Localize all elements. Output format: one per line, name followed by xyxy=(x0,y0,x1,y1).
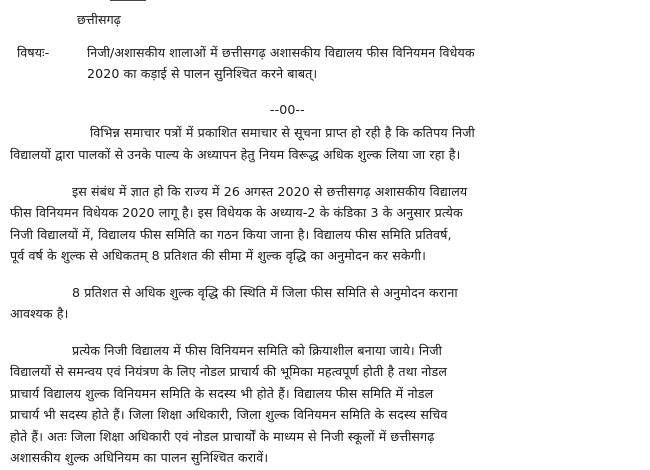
paragraph-3-line: 8 प्रतिशत से अधिक शुल्क वृद्धि की स्थिति में जिला फीस समिति से अनुमोदन कराना xyxy=(72,285,458,300)
paragraph-4-line: प्राचार्य विद्यालय शुल्क विनियमन समिति के सदस्य भी होते हैं। विद्यालय फीस समिति में नोडल xyxy=(10,386,434,401)
paragraph-1-line: विद्यालयों द्वारा पालकों से उनके पाल्य के अध्यापन हेतु नियम विरूद्ध अधिक शुल्क लिया जा रहा है। xyxy=(10,147,461,162)
paragraph-2-line: निजी विद्यालयों में, विद्यालय फीस समिति का गठन किया जाना है। विद्यालय फीस समिति प्रतिवर्ष, xyxy=(10,227,452,242)
paragraph-4-line: प्राचार्य भी सदस्य होते हैं। जिला शिक्षा अधिकारी, जिला शुल्क विनियमन समिति के सदस्य सचिव xyxy=(10,407,448,422)
paragraph-4-line: विद्यालयों से समन्वय एवं नियंत्रण के लिए नोडल प्राचार्य की भूमिका महत्वपूर्ण होती है तथा नोडल xyxy=(10,364,447,379)
paragraph-2-line: पूर्व वर्ष के शुल्क से अधिकतम् 8 प्रतिशत की सीमा में शुल्क वृद्धि का अनुमोदन कर सकेगी। xyxy=(10,248,426,263)
header-state: छत्तीसगढ़ xyxy=(77,12,121,27)
paragraph-2-line: फीस विनियमन विधेयक 2020 लागू है। इस विधेयक के अध्याय-2 के कंडिका 3 के अनुसार प्रत्येक xyxy=(10,205,463,220)
paragraph-4-line: प्रत्येक निजी विद्यालय में फीस विनियमन समिति को क्रियाशील बनाया जाये। निजी xyxy=(72,343,442,358)
paragraph-4-line: अशासकीय शुल्क अधिनियम का पालन सुनिश्चित करावें। xyxy=(10,450,269,465)
separator: --00-- xyxy=(270,102,305,117)
paragraph-4-line: होते हैं। अतः जिला शिक्षा अधिकारी एवं नोडल प्राचार्यों के माध्यम से निजी स्कूलों में छत्तीसगढ़ xyxy=(10,429,435,444)
subject-line-2: 2020 का कड़ाई से पालन सुनिश्चित करने बाबत्। xyxy=(87,66,318,81)
paragraph-2-line: इस संबंध में ज्ञात हो कि राज्य में 26 अगस्त 2020 से छत्तीसगढ़ अशासकीय विद्यालय xyxy=(72,184,468,199)
subject-label: विषयः- xyxy=(17,45,50,60)
paragraph-1-line: विभिन्न समाचार पत्रों में प्रकाशित समाचार से सूचना प्राप्त हो रही है कि कतिपय निजी xyxy=(90,125,475,140)
subject-line-1: निजी/अशासकीय शालाओं में छत्तीसगढ़ अशासकीय विद्यालय फीस विनियमन विधेयक xyxy=(87,45,475,60)
cut-off-line xyxy=(110,0,146,1)
paragraph-3-line: आवश्यक है। xyxy=(10,306,69,321)
